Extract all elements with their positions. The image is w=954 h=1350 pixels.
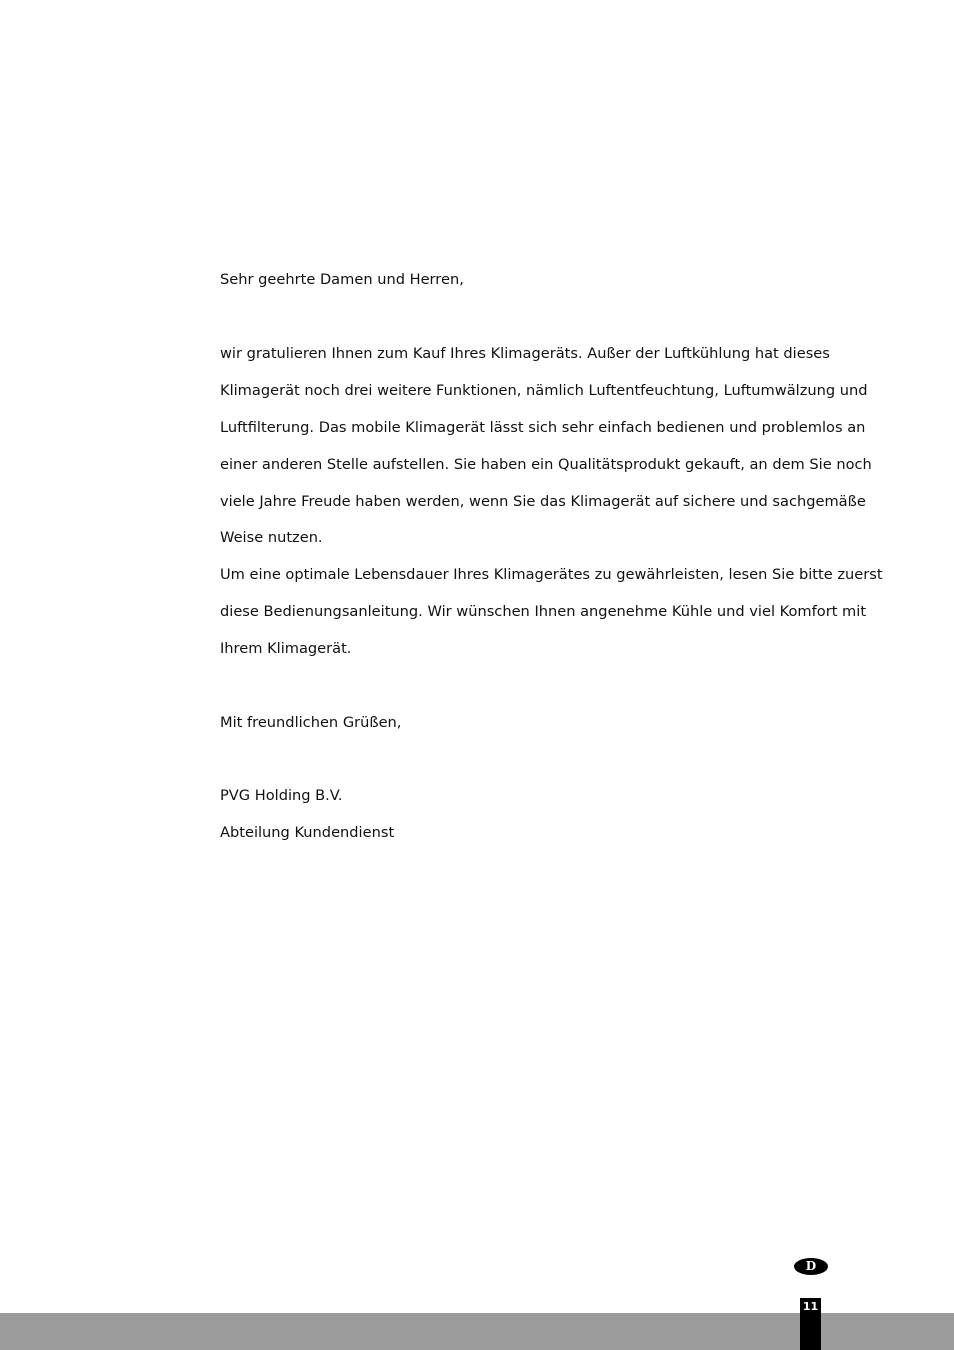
body-line: wir gratulieren Ihnen zum Kauf Ihres Klimageräts. Außer der Luftkühlung hat dieses xyxy=(220,345,830,362)
body-line: Klimagerät noch drei weitere Funktionen, nämlich Luftentfeuchtung, Luftumwälzung und xyxy=(220,382,868,399)
signature-company: PVG Holding B.V. xyxy=(220,787,343,804)
body-line: viele Jahre Freude haben werden, wenn Sie das Klimagerät auf sichere und sachgemäße xyxy=(220,493,866,510)
body-line: Ihrem Klimagerät. xyxy=(220,640,352,657)
body-line: diese Bedienungsanleitung. Wir wünschen Ihnen angenehme Kühle und viel Komfort mit xyxy=(220,603,867,620)
language-badge: D xyxy=(794,1258,828,1275)
body-line: Um eine optimale Lebensdauer Ihres Klimagerätes zu gewährleisten, lesen Sie bitte zuerst xyxy=(220,566,883,583)
closing: Mit freundlichen Grüßen, xyxy=(220,714,402,731)
page-number: 11 xyxy=(802,1300,819,1313)
signature-department: Abteilung Kundendienst xyxy=(220,824,395,841)
body-line: Luftfilterung. Das mobile Klimagerät lässt sich sehr einfach bedienen und problemlos an xyxy=(220,419,866,436)
body-line: Weise nutzen. xyxy=(220,529,323,546)
salutation: Sehr geehrte Damen und Herren, xyxy=(220,271,464,288)
body-line: einer anderen Stelle aufstellen. Sie haben ein Qualitätsprodukt gekauft, an dem Sie noch xyxy=(220,456,872,473)
